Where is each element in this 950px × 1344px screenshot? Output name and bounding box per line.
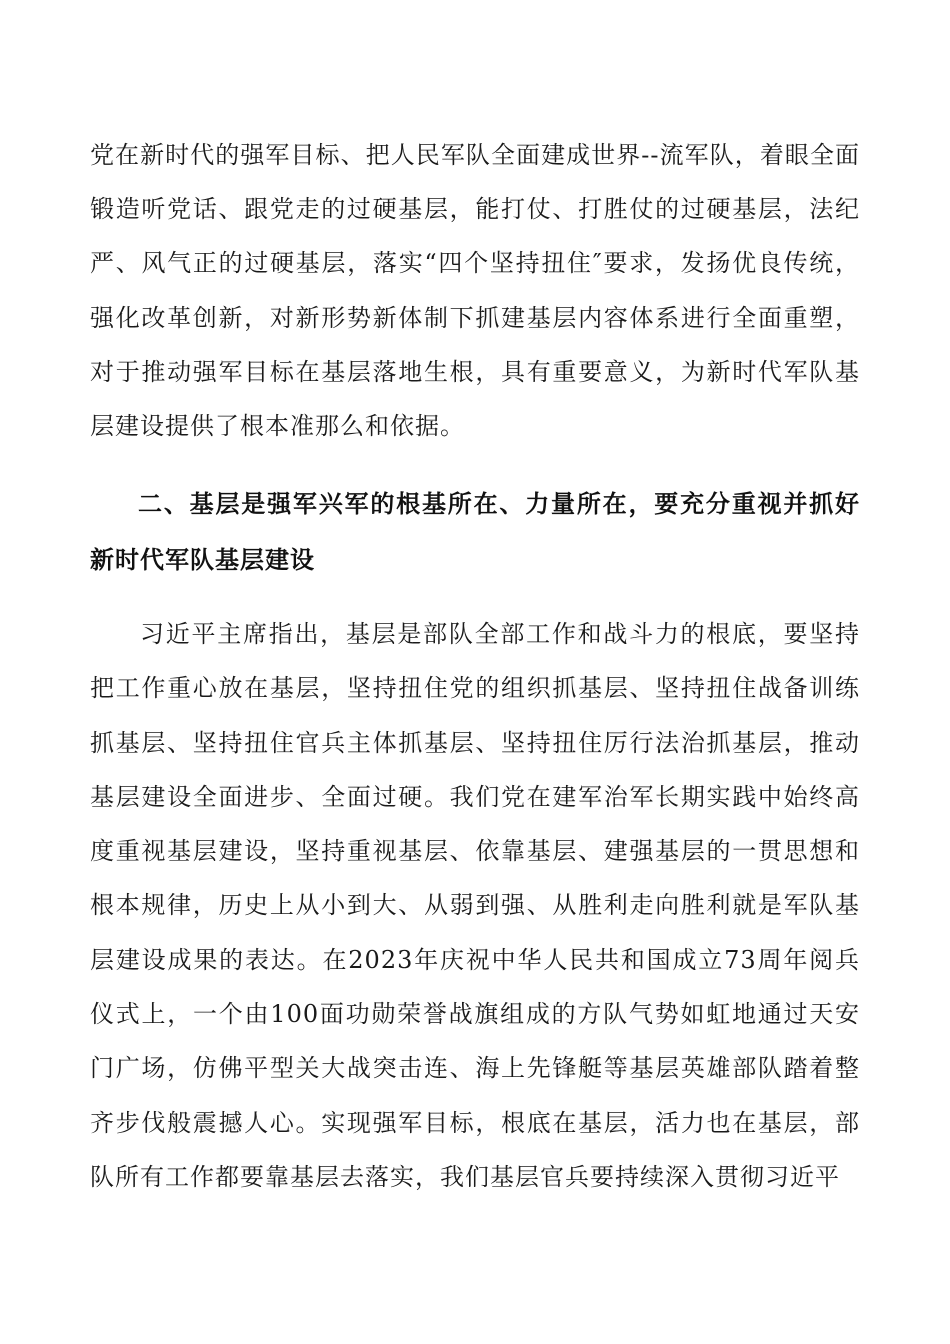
body-paragraph: 习近平主席指出，基层是部队全部工作和战斗力的根底，要坚持把工作重心放在基层，坚持扭住党的组织抓基层、坚持扭住战备训练抓基层、坚持扭住官兵主体抓基层、坚持扭住厉行法治抓基层，推动基层建设全面进步、全面过硬。我们党在建军治军长期实践中始终高度重视基层建设，坚持重视基层、依靠基层、建强基层的一贯思想和根本规律，历史上从小到大、从弱到强、从胜利走向胜利就是军队基层建设成果的表达。在2023年庆祝中华人民共和国成立73周年阅兵仪式上，一个由100面功勋荣誉战旗组成的方队气势如虹地通过天安门广场，仿佛平型关大战突击连、海上先锋艇等基层英雄部队踏着整齐步伐般震撼人心。实现强军目标，根底在基层，活力也在基层，部队所有工作都要靠基层去落实，我们基层官兵要持续深入贯彻习近平 (90, 620, 860, 1191)
section-heading: 二、基层是强军兴军的根基所在、力量所在，要充分重视并抓好新时代军队基层建设 (90, 489, 860, 574)
body-paragraph-continued: 党在新时代的强军目标、把人民军队全面建成世界--流军队，着眼全面锻造听党话、跟党走的过硬基层，能打仗、打胜仗的过硬基层，法纪严、风气正的过硬基层，落实“四个坚持扭住″要求，发扬优良传统，强化改革创新，对新形势新体制下抓建基层内容体系进行全面重塑，对于推动强军目标在基层落地生根，具有重要意义，为新时代军队基层建设提供了根本准那么和依据。 (90, 141, 860, 441)
